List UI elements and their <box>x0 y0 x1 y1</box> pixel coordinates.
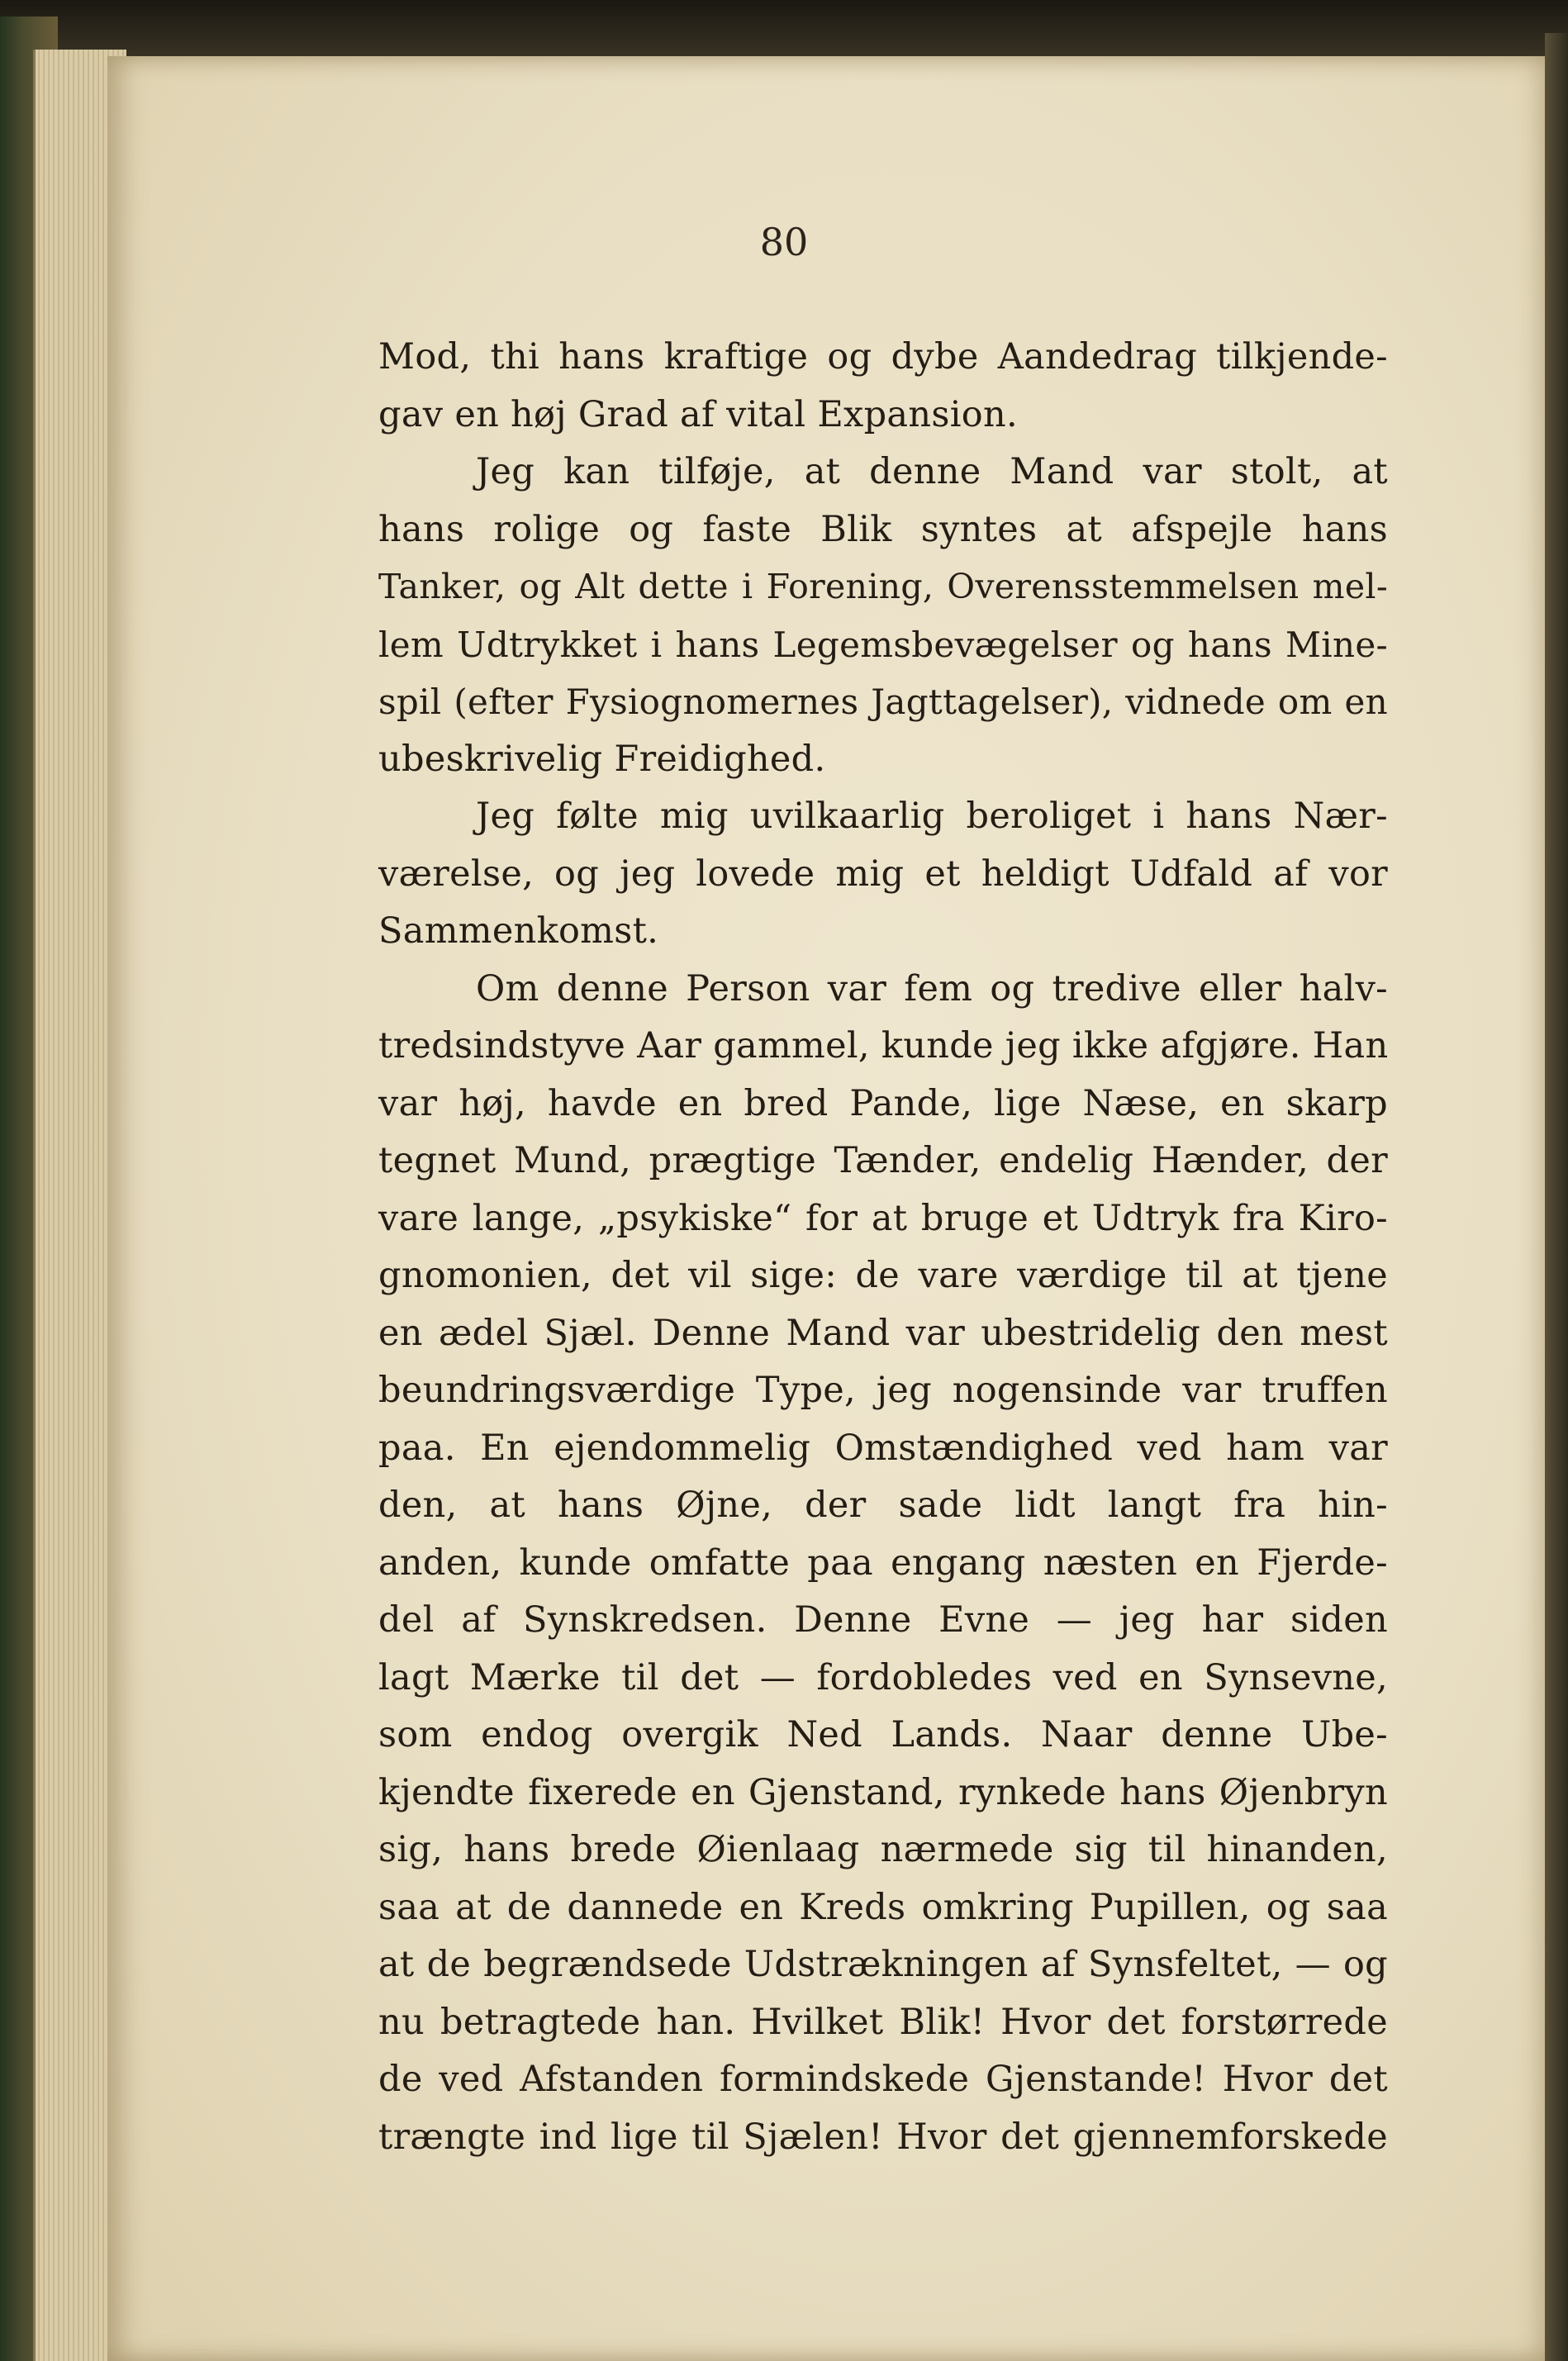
text-line: som endog overgik Ned Lands. Naar denne Ube- <box>378 1714 1388 1755</box>
text-line: Tanker, og Alt dette i Forening, Overensstemmelsen mel- <box>378 567 1388 606</box>
text-line: gav en høj Grad af vital Expansion. <box>378 393 1018 435</box>
text-line: saa at de dannede en Kreds omkring Pupillen, og saa <box>378 1886 1388 1928</box>
text-line: Mod, thi hans kraftige og dybe Aandedrag tilkjende- <box>378 336 1388 378</box>
text-line: spil (efter Fysiognomernes Jagttagelser), vidnede om en <box>378 682 1388 722</box>
text-line: tegnet Mund, prægtige Tænder, endelig Hænder, der <box>378 1140 1388 1181</box>
text-line: beundringsværdige Type, jeg nogensinde var truffen <box>378 1370 1388 1411</box>
text-line: vare lange, „psykiske“ for at bruge et Udtryk fra Kiro- <box>378 1197 1388 1239</box>
text-line: Om denne Person var fem og tredive eller halv- <box>476 967 1388 1009</box>
text-line: del af Synskredsen. Denne Evne — jeg har siden <box>378 1599 1388 1641</box>
text-line: Jeg kan tilføje, at denne Mand var stolt, at <box>476 451 1388 492</box>
text-line: værelse, og jeg lovede mig et heldigt Udfald af vor <box>378 853 1388 895</box>
text-line: at de begrændsede Udstrækningen af Synsfeltet, — og <box>378 1944 1388 1985</box>
text-line: nu betragtede han. Hvilket Blik! Hvor det forstørrede <box>378 2001 1388 2043</box>
text-line: en ædel Sjæl. Denne Mand var ubestridelig den mest <box>378 1312 1388 1354</box>
text-line: var høj, havde en bred Pande, lige Næse, en skarp <box>378 1082 1388 1124</box>
text-line: paa. En ejendommelig Omstændighed ved ham var <box>378 1427 1388 1469</box>
text-line: ubeskrivelig Freidighed. <box>378 738 826 780</box>
text-line: den, at hans Øjne, der sade lidt langt fra hin- <box>378 1485 1388 1526</box>
text-line: hans rolige og faste Blik syntes at afspejle hans <box>378 508 1388 550</box>
text-line: lem Udtrykket i hans Legemsbevægelser og hans Mine- <box>378 624 1388 665</box>
text-line: anden, kunde omfatte paa engang næsten en Fjerde- <box>378 1542 1388 1584</box>
text-line: Jeg følte mig uvilkaarlig beroliget i hans Nær- <box>476 796 1388 837</box>
text-line: kjendte fixerede en Gjenstand, rynkede hans Øjenbryn <box>378 1771 1388 1813</box>
book-gutter-edge <box>1545 33 1568 2361</box>
text-line: lagt Mærke til det — fordobledes ved en Synsevne, <box>378 1656 1388 1698</box>
page-number: 80 <box>759 220 809 264</box>
text-line: tredsindstyve Aar gammel, kunde jeg ikke afgjøre. Han <box>378 1025 1389 1066</box>
text-line: sig, hans brede Øienlaag nærmede sig til hinanden, <box>378 1829 1388 1870</box>
text-line: Sammenkomst. <box>378 910 659 952</box>
text-line: gnomonien, det vil sige: de vare værdige til at tjene <box>378 1255 1388 1296</box>
text-line: de ved Afstanden formindskede Gjenstande! Hvor det <box>378 2059 1388 2100</box>
body-text <box>378 329 1388 2166</box>
text-line: trængte ind lige til Sjælen! Hvor det gjennemforskede <box>378 2116 1388 2158</box>
